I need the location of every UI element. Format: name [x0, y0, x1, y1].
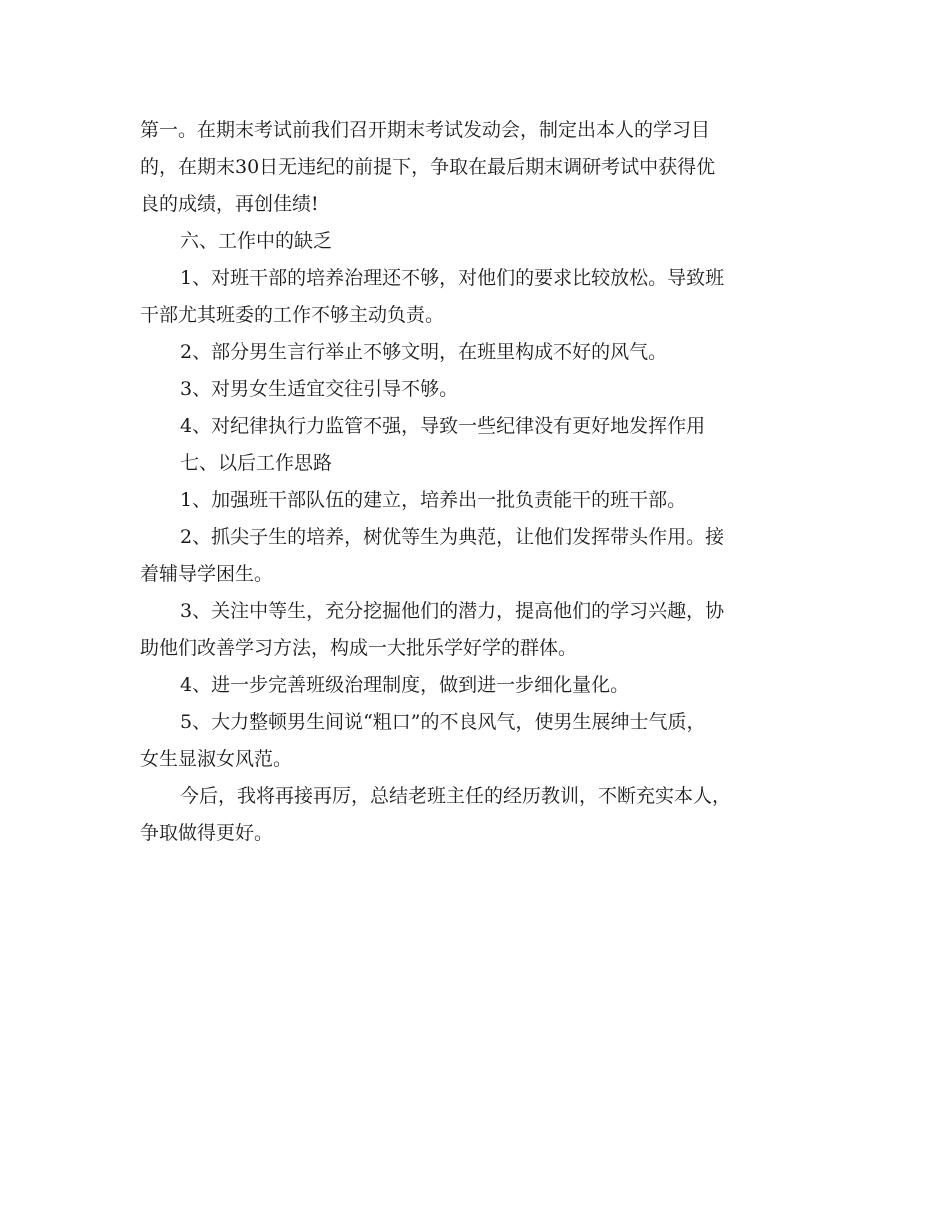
list-item-plan-5: [140, 704, 820, 778]
text-line: 着辅导学困生。: [140, 563, 274, 585]
list-item-plan-2: [140, 519, 820, 593]
list-item-plan-3: [140, 593, 820, 667]
text-line: 干部尤其班委的工作不够主动负责。: [140, 304, 445, 326]
text-line: 今后，我将再接再厉，总结老班主任的经历教训，不断充实本人，: [180, 785, 732, 807]
text-line: 4、进一步完善班级治理制度，做到进一步细化量化。: [180, 674, 630, 696]
text-line: 第一。在期末考试前我们召开期末考试发动会，制定出本人的学习目: [140, 119, 711, 141]
heading-text: 七、以后工作思路: [180, 452, 333, 474]
document-body: [140, 112, 820, 852]
list-item-plan-1: [140, 482, 820, 519]
text-line: 1、对班干部的培养治理还不够，对他们的要求比较放松。导致班: [180, 267, 725, 289]
text-line: 2、部分男生言行举止不够文明，在班里构成不好的风气。: [180, 341, 668, 363]
text-line: 3、关注中等生，充分挖掘他们的潜力，提高他们的学习兴趣，协: [180, 600, 725, 622]
text-line: 女生显淑女风范。: [140, 748, 293, 770]
paragraph-closing: [140, 778, 820, 852]
text-line: 2、抓尖子生的培养，树优等生为典范，让他们发挥带头作用。接: [180, 526, 725, 548]
text-line: 3、对男女生适宜交往引导不够。: [180, 378, 459, 400]
list-item-shortcoming-3: [140, 371, 820, 408]
text-line: 争取做得更好。: [140, 822, 274, 844]
text-line: 1、加强班干部队伍的建立，培养出一批负责能干的班干部。: [180, 489, 687, 511]
text-line: 的，在期末30日无违纪的前提下，争取在最后期末调研考试中获得优: [140, 156, 716, 178]
paragraph-exam-goal: [140, 112, 820, 223]
section-heading-shortcomings: [140, 223, 820, 260]
heading-text: 六、工作中的缺乏: [180, 230, 333, 252]
list-item-shortcoming-4: [140, 408, 820, 445]
list-item-plan-4: [140, 667, 820, 704]
text-line: 4、对纪律执行力监管不强，导致一些纪律没有更好地发挥作用: [180, 415, 706, 437]
text-line: 助他们改善学习方法，构成一大批乐学好学的群体。: [140, 637, 578, 659]
text-line: 良的成绩，再创佳绩!: [140, 193, 319, 215]
text-line: 5、大力整顿男生间说“粗口”的不良风气，使男生展绅士气质，: [180, 711, 706, 733]
list-item-shortcoming-1: [140, 260, 820, 334]
list-item-shortcoming-2: [140, 334, 820, 371]
section-heading-future-plans: [140, 445, 820, 482]
